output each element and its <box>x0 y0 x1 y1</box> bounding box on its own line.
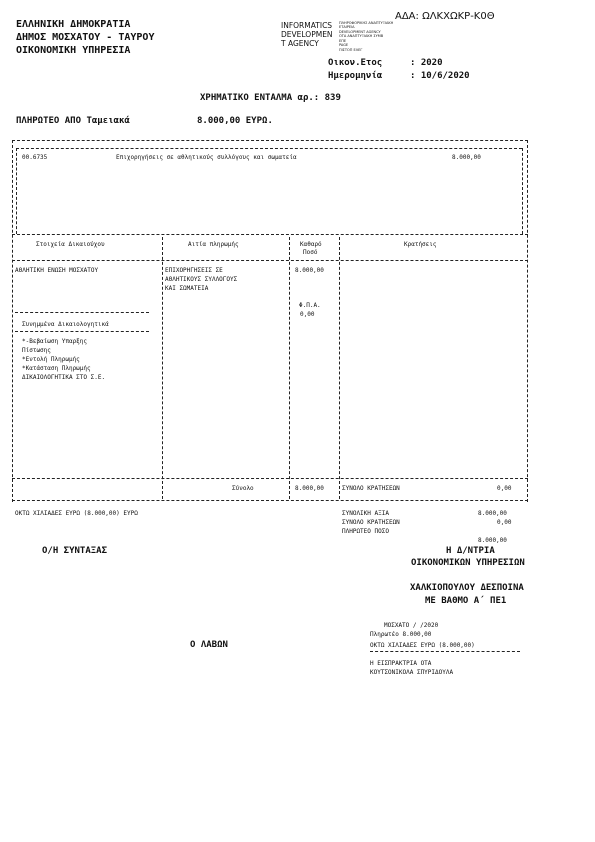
kae-box-left <box>16 148 17 234</box>
col-header-deductions: Κρατήσεις <box>404 241 437 248</box>
header-municipality: ΔΗΜΟΣ ΜΟΣΧΑΤΟΥ - ΤΑΥΡΟΥ <box>16 32 155 43</box>
logo-small-1: ΠΛΗΡΟΦΟΡΙΚΗΣ ΑΝΑΠΤΥΞΙΑΚΗ <box>339 21 394 25</box>
summary-deductions-value: 0,00 <box>497 519 512 526</box>
col-sep-1 <box>162 237 163 499</box>
director-name: ΧΑΛΚΙΟΠΟΥΛΟΥ ΔΕΣΠΟΙΝΑ <box>410 583 524 593</box>
attached-item-3: *Εντολή Πληρωμής <box>22 356 80 363</box>
summary-gross-value: 8.000,00 <box>478 510 507 517</box>
payable-label: ΠΛΗΡΩΤΕΟ ΑΠΟ Ταμειακά <box>16 116 130 126</box>
fiscal-year-value: : 2020 <box>410 58 443 68</box>
logo-small-6: PAGE <box>339 43 349 47</box>
attached-bottom-line <box>15 331 149 332</box>
director-grade: ΜΕ ΒΑΘΜΟ Α΄ ΠΕ1 <box>425 596 507 606</box>
col-sep-2 <box>289 237 290 499</box>
summary-payable-label: ΠΛΗΡΩΤΕΟ ΠΟΣΟ <box>342 528 389 535</box>
place-date: ΜΟΣΧΑΤΟ / /2020 <box>384 622 439 629</box>
summary-gross-label: ΣΥΝΟΛΙΚΗ ΑΞΙΑ <box>342 510 389 517</box>
table-header-top <box>12 234 528 235</box>
logo-line-1: INFORMATICS <box>281 21 333 30</box>
creditor-name: ΑΘΛΗΤΙΚΗ ΕΝΩΣΗ ΜΟΣΧΑΤΟΥ <box>15 267 99 274</box>
logo-small-7: ΠΙΣΤΟΠ ΕΛΕΓ <box>339 48 363 52</box>
logo-small-3: DEVELOPMENT AGENCY <box>339 30 381 34</box>
ada-number: ΑΔΑ: ΩΛΚΧΩΚΡ-Κ0Θ <box>395 11 495 22</box>
col-header-net-2: Ποσό <box>303 249 318 256</box>
logo-line-2: DEVELOPMEN <box>281 30 333 39</box>
amount-in-words: ΟΚΤΩ ΧΙΛΙΑΔΕΣ ΕΥΡΩ (8.000,00) ΕΥΡΩ <box>15 510 138 517</box>
vat-label: Φ.Π.Α. <box>299 302 321 309</box>
kae-description: Επιχορηγήσεις σε αθλητικούς συλλόγους και σωματεία <box>116 154 297 161</box>
frame-bottom <box>12 500 528 501</box>
attached-item-2: Πίστωσης <box>22 347 51 354</box>
net-amount: 8.000,00 <box>295 267 324 274</box>
summary-deductions-label: ΣΥΝΟΛΟ ΚΡΑΤΗΣΕΩΝ <box>342 519 400 526</box>
attached-top-line <box>15 312 149 313</box>
kae-amount: 8.000,00 <box>452 154 481 161</box>
col-header-creditor: Στοιχεία Δικαιούχου <box>36 241 105 248</box>
total-value: 8.000,00 <box>295 485 324 492</box>
col-header-net-1: Καθαρό <box>300 241 322 248</box>
totals-top-line <box>12 478 528 479</box>
total-label: Σύνολο <box>232 485 254 492</box>
frame-right <box>527 140 528 502</box>
attached-label: Συνημμένα Δικαιολογητικά <box>22 321 109 328</box>
kae-box-top <box>16 148 522 149</box>
vat-value: 0,00 <box>300 311 315 318</box>
cashier-title: Η ΕΙΣΠΡΑΚΤΡΙΑ ΟΤΑ <box>370 660 432 667</box>
date-value: : 10/6/2020 <box>410 71 470 81</box>
col-header-cause: Αιτία πληρωμής <box>188 241 239 248</box>
payable-amount: 8.000,00 ΕΥΡΩ. <box>197 116 273 126</box>
frame-top <box>12 140 528 141</box>
document-title: ΧΡΗΜΑΤΙΚΟ ΕΝΤΑΛΜΑ αρ.: 839 <box>200 93 341 103</box>
logo-line-3: T AGENCY <box>281 39 319 48</box>
cause-line-1: ΕΠΙΧΟΡΗΓΗΣΕΙΣ ΣΕ <box>165 267 223 274</box>
paid-label: Πληρωτέο 8.000,00 <box>370 631 432 638</box>
logo-small-5: ΕΠΕ <box>339 39 347 43</box>
paid-words: ΟΚΤΩ ΧΙΛΙΑΔΕΣ ΕΥΡΩ (8.000,00) <box>370 642 475 649</box>
col-sep-3 <box>339 237 340 499</box>
deductions-total-value: 0,00 <box>497 485 512 492</box>
cashier-name: ΚΟΥΤΣΟΝΙΚΟΛΑ ΣΠΥΡΙΔΟΥΛΑ <box>370 669 454 676</box>
frame-left <box>12 140 13 502</box>
logo-small-4: ΟΤΑ ΑΝΑΠΤΥΞΙΑΚΗ ΣΥΜΒ <box>339 34 384 38</box>
kae-box-right <box>522 148 523 234</box>
deductions-total-label: ΣΥΝΟΛΟ ΚΡΑΤΗΣΕΩΝ <box>342 485 400 492</box>
receiver-signature: Ο ΛΑΒΩΝ <box>190 640 228 650</box>
header-republic: ΕΛΛΗΝΙΚΗ ΔΗΜΟΚΡΑΤΙΑ <box>16 19 131 30</box>
paid-underline <box>370 651 520 652</box>
date-label: Ημερομηνία <box>328 71 383 81</box>
attached-item-5: ΔΙΚΑΙΟΛΟΓΗΤΙΚΑ ΣΤΟ Σ.Ε. <box>22 374 106 381</box>
attached-item-1: *-Βεβαίωση Υπαρξης <box>22 338 88 345</box>
table-header-bottom <box>12 260 528 261</box>
attached-item-4: *Κατάσταση Πληρωμής <box>22 365 91 372</box>
director-title-2: ΟΙΚΟΝΟΜΙΚΩΝ ΥΠΗΡΕΣΙΩΝ <box>411 558 525 568</box>
summary-payable-value: 8.000,00 <box>478 537 507 544</box>
director-title-1: Η Δ/ΝΤΡΙΑ <box>446 546 495 556</box>
fiscal-year-label: Οικον.Ετος <box>328 58 383 68</box>
header-service: ΟΙΚΟΝΟΜΙΚΗ ΥΠΗΡΕΣΙΑ <box>16 45 131 56</box>
kae-code: 00.6735 <box>22 154 48 161</box>
cause-line-2: ΑΘΛΗΤΙΚΟΥΣ ΣΥΛΛΟΓΟΥΣ <box>165 276 238 283</box>
cause-line-3: ΚΑΙ ΣΩΜΑΤΕΙΑ <box>165 285 209 292</box>
logo-small-2: ΕΤΑΙΡΕΙΑ <box>339 25 355 29</box>
composer-signature: Ο/Η ΣΥΝΤΑΞΑΣ <box>42 546 108 556</box>
